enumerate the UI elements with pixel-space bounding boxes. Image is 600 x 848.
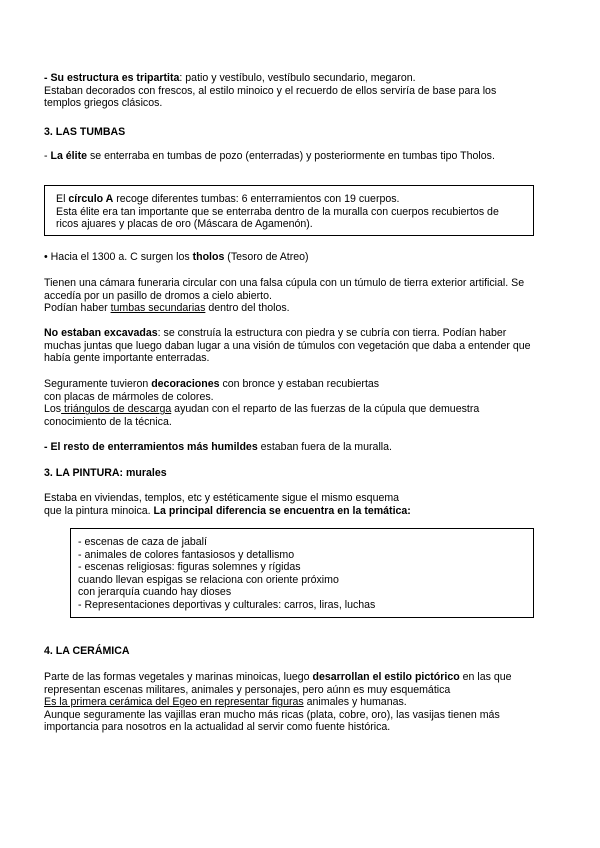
decor-paragraph: Seguramente tuvieron decoraciones con bronce y estaban recubiertas con placas de mármoles de colores. Los triángulos de descarga ayudan con el reparto de las fuerzas de la cúpula que demuestra conocimiento de la técnica. [44,378,480,428]
theme-item: con jerarquía cuando hay dioses [78,586,232,599]
tombs-heading: 3. LAS TUMBAS [44,126,126,138]
theme-item: - escenas religiosas: figuras solemnes y rígidas [78,561,301,574]
themes-list [78,536,598,612]
rest-paragraph: - El resto de enterramientos más humildes estaban fuera de la muralla. [44,441,392,453]
ceramic-paragraph: Parte de las formas vegetales y marinas minoicas, luego desarrollan el estilo pictórico en las que representan escenas militares, animales y personajes, pero aúnn es muy esquemática Es la primera cerámica del Egeo en representar figuras animales y humanas. Aunque seguramente las vajillas eran mucho más ricas (plata, cobre, oro), las vasijas tienen más importancia para nosotros en la actualidad al servir como fuente histórica. [44,671,512,734]
circle-a-text: El círculo A recoge diferentes tumbas: 6 enterramientos con 19 cuerpos. Esta élite era tan importante que se enterraba dentro de la muralla con cuerpos recubiertos de ricos ajuares y placas de oro (Máscara de Agamenón). [56,193,499,231]
theme-item: - animales de colores fantasiosos y detallismo [78,548,295,561]
ceramic-heading: 4. LA CERÁMICA [44,645,130,657]
structure-line-1: - Su estructura es tripartita: patio y vestíbulo, vestíbulo secundario, megaron. [44,72,416,84]
theme-item: - Representaciones deportivas y culturales: carros, liras, luchas [78,598,376,611]
structure-paragraph [44,72,564,110]
chamber-paragraph: Tienen una cámara funeraria circular con una falsa cúpula con un túmulo de tierra exterior artificial. Se accedía por un pasillo de dromos a cielo abierto. Podían haber tumbas secundarias dentro del tholos. [44,277,525,315]
structure-line-3: templos griegos clásicos. [44,97,163,110]
excavated-paragraph: No estaban excavadas: se construía la estructura con piedra y se cubría con tierra. Podían haber muchas juntas que luego daban lugar a una visión de túmulos con vegetación que daba a entender que había gente importante enterradas. [44,327,531,365]
painting-heading: 3. LA PINTURA: murales [44,467,167,479]
structure-line-2: Estaban decorados con frescos, al estilo minoico y el recuerdo de ellos serviría de base para los [44,84,497,97]
theme-item: - escenas de caza de jabalí [78,536,207,548]
painting-paragraph: Estaba en viviendas, templos, etc y estéticamente sigue el mismo esquema que la pintura minoica. La principal diferencia se encuentra en la temática: [44,492,411,517]
theme-item: cuando llevan espigas se relaciona con oriente próximo [78,573,339,586]
tholos-bullet: • Hacia el 1300 a. C surgen los tholos (Tesoro de Atreo) [44,251,309,263]
elite-paragraph: - La élite se enterraba en tumbas de pozo (enterradas) y posteriormente en tumbas tipo Tholos. [44,150,495,162]
